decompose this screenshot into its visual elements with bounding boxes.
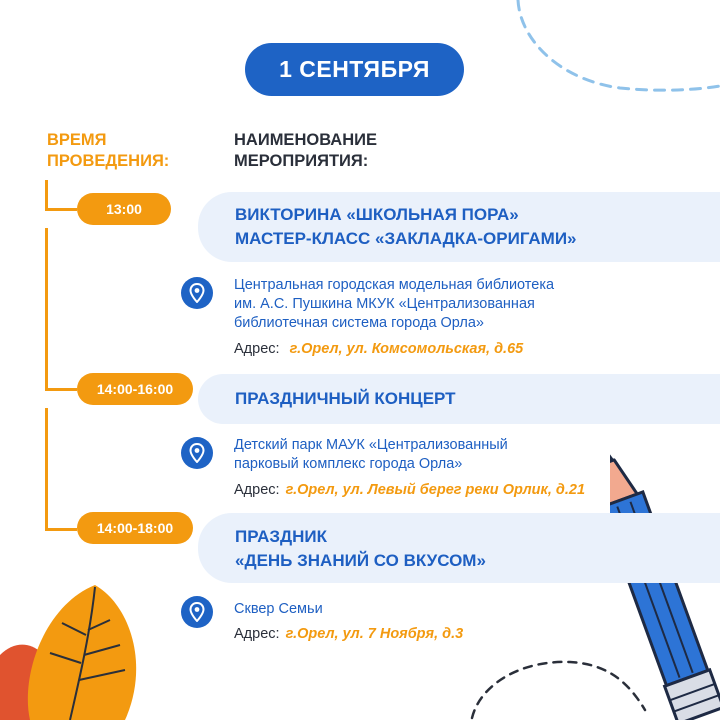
timeline-line — [45, 180, 48, 210]
event-time-badge: 14:00-16:00 — [77, 373, 193, 405]
event-time-badge: 14:00-18:00 — [77, 512, 193, 544]
event-title: ПРАЗДНИЧНЫЙ КОНЦЕРТ — [235, 389, 456, 408]
event-venue: Центральная городская модельная библиотека им. А.С. Пушкина МКУК «Централизованная библиотечная система города Орла» — [234, 277, 555, 331]
address-value: г.Орел, ул. Комсомольская, д.65 — [289, 341, 524, 357]
location-pin-icon — [181, 596, 213, 628]
timeline-tick — [45, 208, 77, 211]
time-column-header: ВРЕМЯ ПРОВЕДЕНИЯ: — [47, 131, 170, 170]
address-value: г.Орел, ул. Левый берег реки Орлик, д.21 — [285, 482, 586, 498]
event-venue: Детский парк МАУК «Централизованный парковый комплекс города Орла» — [234, 437, 508, 472]
event-title: ВИКТОРИНА «ШКОЛЬНАЯ ПОРА» МАСТЕР-КЛАСС «ЗАКЛАДКА-ОРИГАМИ» — [235, 205, 577, 248]
event-address — [234, 341, 523, 357]
autumn-leaf-illustration — [0, 575, 160, 720]
event-venue: Сквер Семьи — [234, 601, 323, 617]
timeline-line — [45, 408, 48, 530]
address-value: г.Орел, ул. 7 Ноября, д.3 — [285, 626, 464, 642]
event-name-column-header: НАИМЕНОВАНИЕ МЕРОПРИЯТИЯ: — [234, 131, 377, 170]
event-address — [234, 482, 585, 498]
timeline-line — [45, 228, 48, 390]
date-badge: 1 СЕНТЯБРЯ — [245, 43, 464, 96]
location-pin-icon — [181, 277, 213, 309]
timeline-tick — [45, 388, 77, 391]
timeline-tick — [45, 528, 77, 531]
address-label: Адрес: — [234, 482, 280, 498]
address-label: Адрес: — [234, 626, 280, 642]
event-time-badge: 13:00 — [77, 193, 171, 225]
address-label: Адрес: — [234, 341, 280, 357]
location-pin-icon — [181, 437, 213, 469]
dashed-line-decoration-top — [500, 0, 720, 110]
event-address — [234, 626, 463, 642]
event-title: ПРАЗДНИК «ДЕНЬ ЗНАНИЙ СО ВКУСОМ» — [235, 527, 486, 570]
